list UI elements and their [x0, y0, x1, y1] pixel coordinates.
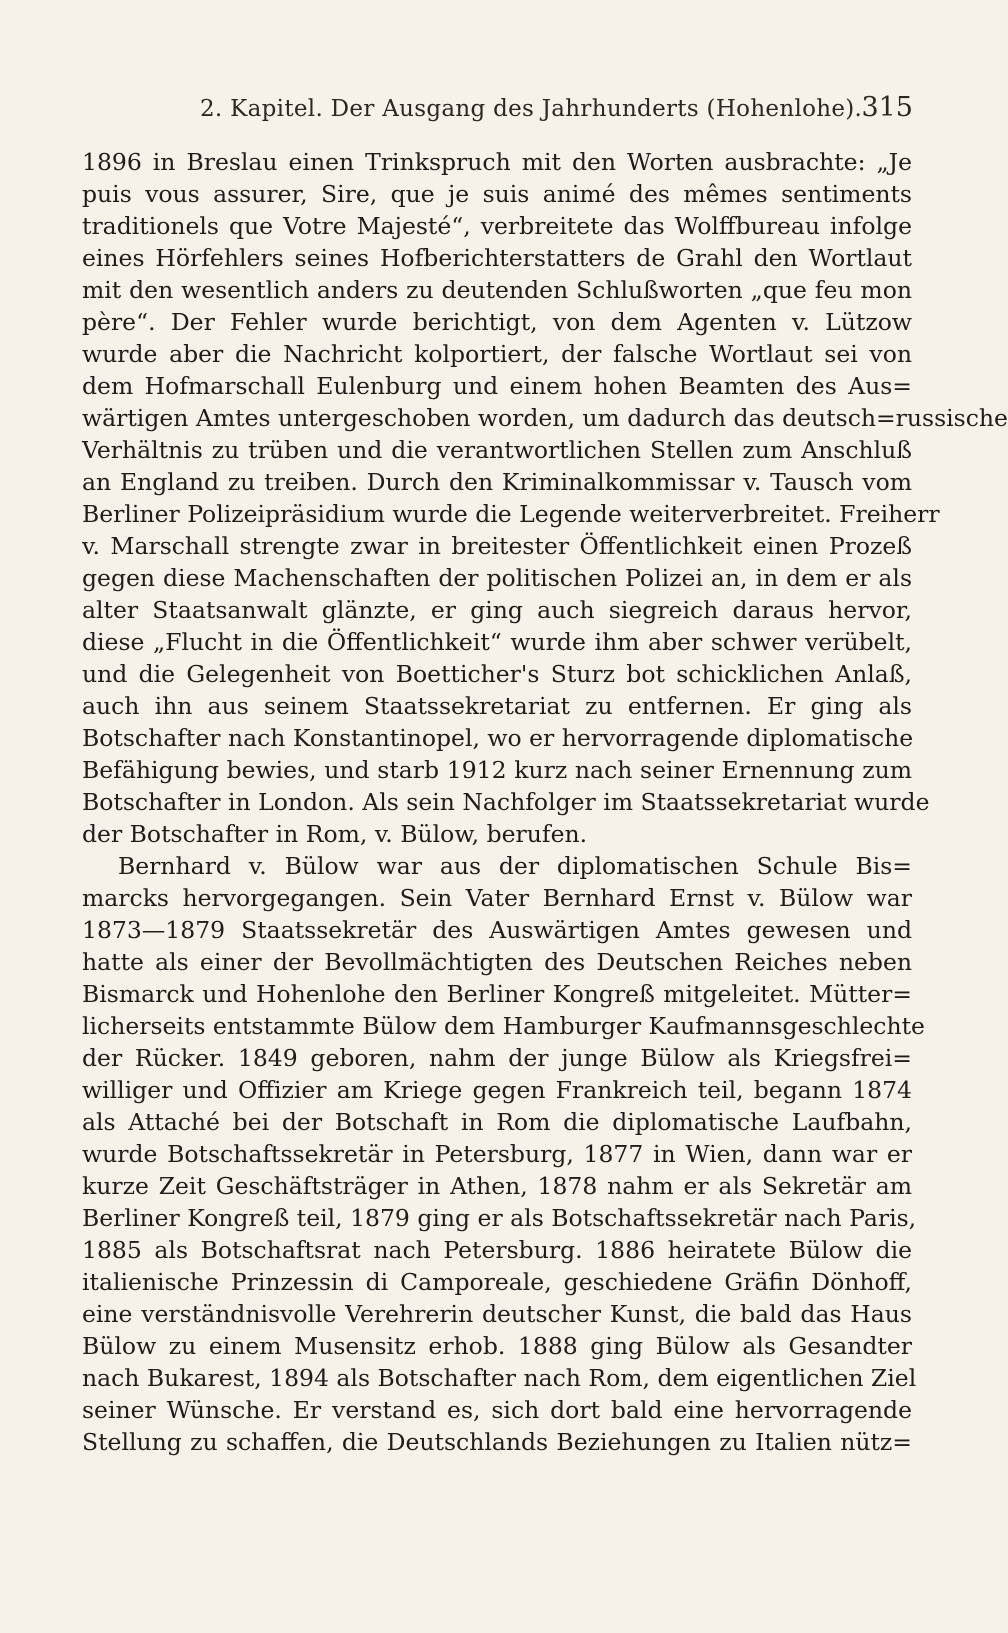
text-line: wurde aber die Nachricht kolportiert, der falsche Wortlaut sei von	[82, 340, 912, 368]
text-line: alter Staatsanwalt glänzte, er ging auch siegreich daraus hervor,	[82, 596, 912, 624]
text-line: seiner Wünsche. Er verstand es, sich dort bald eine hervorragende	[82, 1396, 912, 1424]
paragraph-first-line: Bernhard v. Bülow war aus der diplomatischen Schule Bis=	[118, 852, 912, 880]
text-line: auch ihn aus seinem Staatssekretariat zu entfernen. Er ging als	[82, 692, 912, 720]
text-line: v. Marschall strengte zwar in breitester Öffentlichkeit einen Prozeß	[82, 532, 912, 560]
text-line: gegen diese Machenschaften der politischen Polizei an, in dem er als	[82, 564, 912, 592]
text-line: diese „Flucht in die Öffentlichkeit“ wurde ihm aber schwer verübelt,	[82, 628, 912, 656]
text-line: mit den wesentlich anders zu deutenden Schlußworten „que feu mon	[82, 276, 912, 304]
text-line: 1873—1879 Staatssekretär des Auswärtigen Amtes gewesen und	[82, 916, 912, 944]
text-line: Berliner Polizeipräsidium wurde die Legende weiterverbreitet. Freiherr	[82, 500, 940, 528]
text-line: marcks hervorgegangen. Sein Vater Bernhard Ernst v. Bülow war	[82, 884, 912, 912]
text-line: eines Hörfehlers seines Hofberichterstatters de Grahl den Wortlaut	[82, 244, 912, 272]
text-line: eine verständnisvolle Verehrerin deutscher Kunst, die bald das Haus	[82, 1300, 912, 1328]
text-line: licherseits entstammte Bülow dem Hamburger Kaufmannsgeschlechte	[82, 1012, 925, 1040]
body-text	[82, 146, 1008, 1458]
text-line: Bülow zu einem Musensitz erhob. 1888 ging Bülow als Gesandter	[82, 1332, 912, 1360]
text-line: kurze Zeit Geschäftsträger in Athen, 1878 nahm er als Sekretär am	[82, 1172, 912, 1200]
text-line: hatte als einer der Bevollmächtigten des Deutschen Reiches neben	[82, 948, 912, 976]
text-line: dem Hofmarschall Eulenburg und einem hohen Beamten des Aus=	[82, 372, 912, 400]
paragraph-last-line: der Botschafter in Rom, v. Bülow, berufen.	[82, 820, 588, 848]
text-line: nach Bukarest, 1894 als Botschafter nach Rom, dem eigentlichen Ziel	[82, 1364, 917, 1392]
text-line: 1885 als Botschaftsrat nach Petersburg. 1886 heiratete Bülow die	[82, 1236, 912, 1264]
text-line: wärtigen Amtes untergeschoben worden, um dadurch das deutsch=russische	[82, 404, 1008, 432]
text-line: traditionels que Votre Majesté“, verbreitete das Wolffbureau infolge	[82, 212, 912, 240]
page-number: 315	[861, 92, 913, 123]
text-line: père“. Der Fehler wurde berichtigt, von dem Agenten v. Lützow	[82, 308, 912, 336]
text-line: williger und Offizier am Kriege gegen Frankreich teil, begann 1874	[82, 1076, 912, 1104]
text-line: als Attaché bei der Botschaft in Rom die diplomatische Laufbahn,	[82, 1108, 912, 1136]
running-head: 2. Kapitel. Der Ausgang des Jahrhunderts (Hohenlohe).	[200, 96, 863, 122]
text-line: Botschafter nach Konstantinopel, wo er hervorragende diplomatische	[82, 724, 914, 752]
text-line: Berliner Kongreß teil, 1879 ging er als Botschaftssekretär nach Paris,	[82, 1204, 917, 1232]
text-line: puis vous assurer, Sire, que je suis animé des mêmes sentiments	[82, 180, 912, 208]
text-line: Verhältnis zu trüben und die verantwortlichen Stellen zum Anschluß	[82, 436, 912, 464]
text-line: und die Gelegenheit von Boetticher's Sturz bot schicklichen Anlaß,	[82, 660, 912, 688]
text-line: Befähigung bewies, und starb 1912 kurz nach seiner Ernennung zum	[82, 756, 912, 784]
text-line: Stellung zu schaffen, die Deutschlands Beziehungen zu Italien nütz=	[82, 1428, 912, 1456]
text-line: der Rücker. 1849 geboren, nahm der junge Bülow als Kriegsfrei=	[82, 1044, 912, 1072]
text-line: wurde Botschaftssekretär in Petersburg, 1877 in Wien, dann war er	[82, 1140, 912, 1168]
text-line: an England zu treiben. Durch den Kriminalkommissar v. Tausch vom	[82, 468, 912, 496]
text-line: Bismarck und Hohenlohe den Berliner Kongreß mitgeleitet. Mütter=	[82, 980, 912, 1008]
text-line: Botschafter in London. Als sein Nachfolger im Staatssekretariat wurde	[82, 788, 930, 816]
text-line: 1896 in Breslau einen Trinkspruch mit den Worten ausbrachte: „Je	[82, 148, 912, 176]
text-line: italienische Prinzessin di Camporeale, geschiedene Gräfin Dönhoff,	[82, 1268, 912, 1296]
